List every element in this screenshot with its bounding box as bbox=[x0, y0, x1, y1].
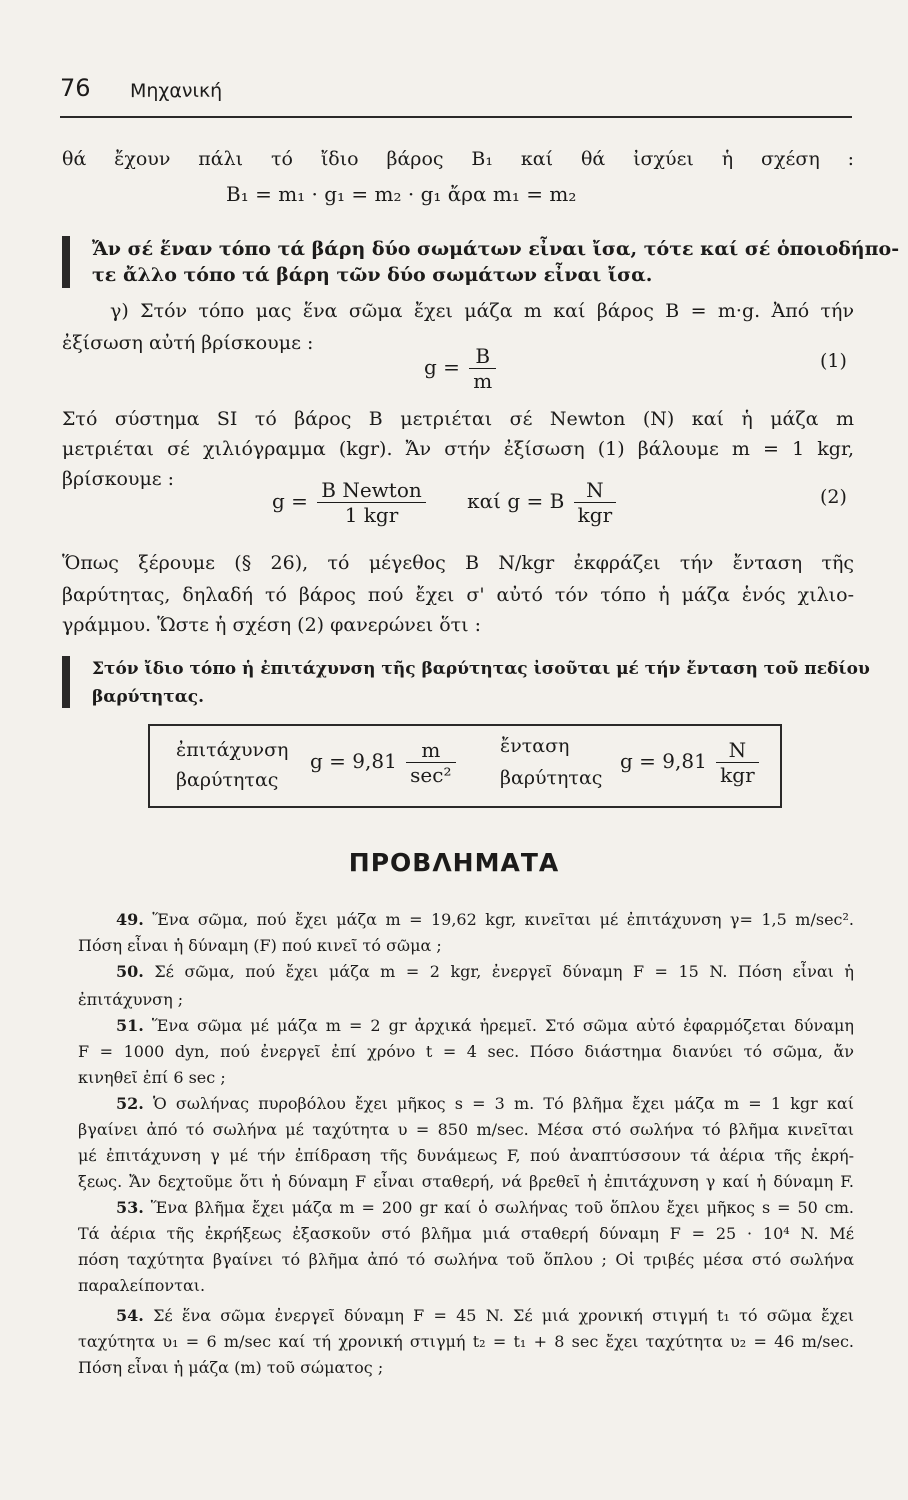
problem-52 bbox=[116, 1092, 854, 1116]
box-formula-lhs: g = 9,81 bbox=[620, 749, 707, 773]
body-line: γ) Στόν τόπο μας ἕνα σῶμα ἔχει μάζα m καί βάρος Β = m·g. Ἀπό τήν bbox=[110, 300, 854, 322]
problem-text: ταχύτητα υ₁ = 6 m/sec καί τή χρονική στιγμή t₂ = t₁ + 8 sec ἔχει ταχύτητα υ₂ = 46 m/sec. bbox=[78, 1332, 855, 1351]
fraction bbox=[317, 478, 425, 527]
problem-number: 52. bbox=[116, 1094, 144, 1113]
page-header bbox=[60, 74, 852, 114]
problem-text: F = 1000 dyn, πού ἐνεργεῖ ἐπί χρόνο t = 4 sec. Πόσο διάστημα διανύει τό σῶμα, ἄν bbox=[78, 1042, 854, 1061]
problem-text: βγαίνει ἀπό τό σωλήνα μέ ταχύτητα υ = 850 m/sec. Μέσα στό σωλήνα τό βλῆμα κινεῖται bbox=[78, 1120, 854, 1139]
problem-text: Πόση εἶναι ἡ μάζα (m) τοῦ σώματος ; bbox=[78, 1358, 384, 1377]
problem-text: πόση ταχύτητα βγαίνει τό βλῆμα ἀπό τό σωλήνα τοῦ ὅπλου ; Οἱ τριβές μέσα στό σωλήνα bbox=[78, 1250, 854, 1269]
equation-1 bbox=[424, 344, 499, 393]
fraction bbox=[406, 738, 455, 787]
problem-number: 50. bbox=[116, 962, 144, 981]
problem-text: Ὁ σωλήνας πυροβόλου ἔχει μῆκος s = 3 m. Τό βλῆμα ἔχει μάζα m = 1 kgr καί bbox=[153, 1094, 855, 1113]
problem-49 bbox=[116, 908, 854, 932]
problem-text: Πόση εἶναι ἡ δύναμη (F) πού κινεῖ τό σῶμα ; bbox=[78, 936, 442, 955]
problem-text: Τά ἀέρια τῆς ἐκρήξεως ἐξασκοῦν στό βλῆμα μιά σταθερή δύναμη F = 25 · 10⁴ N. Μέ bbox=[78, 1224, 854, 1243]
fraction bbox=[716, 738, 758, 787]
box-formula-lhs: g = 9,81 bbox=[310, 749, 397, 773]
page-number: 76 bbox=[60, 74, 91, 102]
equation-number: (2) bbox=[820, 486, 847, 508]
problem-text: ξεως. Ἄν δεχτοῦμε ὅτι ἡ δύναμη F εἶναι σταθερή, νά βρεθεῖ ἡ ἐπιτάχυνση γ καί ἡ δύναμη F. bbox=[78, 1172, 854, 1191]
equation-mass-equality: Β₁ = m₁ · g₁ = m₂ · g₁ ἄρα m₁ = m₂ bbox=[226, 182, 577, 206]
equation-2 bbox=[272, 478, 619, 527]
problem-text: κινηθεῖ ἐπί 6 sec ; bbox=[78, 1068, 226, 1087]
section-title: ΠΡΟΒΛΗΜΑΤΑ bbox=[348, 848, 560, 877]
fraction-numerator: Β Newton bbox=[317, 478, 425, 503]
problem-text: μέ ἐπιτάχυνση γ μέ τήν ἐπίδραση τῆς δυνάμεως F, πού ἀναπτύσσουν τά ἀέρια τῆς ἐκρή- bbox=[78, 1146, 854, 1165]
body-line: θά ἔχουν πάλι τό ἴδιο βάρος Β₁ καί θά ἰσχύει ἡ σχέση : bbox=[62, 148, 854, 170]
problem-50 bbox=[116, 960, 854, 984]
box-label: ἔνταση bbox=[500, 735, 570, 757]
problem-text: Σέ σῶμα, πού ἔχει μάζα m = 2 kgr, ἐνεργεῖ δύναμη F = 15 N. Πόση εἶναι ἡ bbox=[154, 962, 854, 981]
fraction-denominator: kgr bbox=[577, 503, 613, 527]
fraction bbox=[469, 344, 496, 393]
problem-text: παραλείπονται. bbox=[78, 1276, 206, 1295]
fraction-denominator: 1 kgr bbox=[344, 503, 399, 527]
formula-box bbox=[148, 724, 782, 808]
body-line: γράμμου. Ὥστε ἡ σχέση (2) φανερώνει ὅτι : bbox=[62, 614, 482, 636]
equation-lhs: g = bbox=[424, 355, 460, 379]
box-label: βαρύτητας bbox=[500, 767, 603, 789]
problem-number: 54. bbox=[116, 1306, 144, 1325]
running-head: Μηχανική bbox=[130, 80, 223, 102]
problem-number: 53. bbox=[116, 1198, 144, 1217]
problem-51 bbox=[116, 1014, 854, 1038]
equation-middle: καί g = Β bbox=[467, 489, 565, 513]
box-label: ἐπιτάχυνση bbox=[176, 739, 289, 761]
fraction bbox=[574, 478, 616, 527]
fraction-denominator: sec² bbox=[410, 763, 452, 787]
rule-statement-line: Στόν ἴδιο τόπο ἡ ἐπιτάχυνση τῆς βαρύτητας ἰσοῦται μέ τήν ἔνταση τοῦ πεδίου bbox=[92, 659, 870, 679]
fraction-numerator: m bbox=[406, 738, 455, 763]
rule-marker-bar bbox=[62, 656, 70, 708]
problem-53 bbox=[116, 1196, 854, 1220]
box-label: βαρύτητας bbox=[176, 769, 279, 791]
body-line: Ὅπως ξέρουμε (§ 26), τό μέγεθος Β N/kgr ἐκφράζει τήν ἔνταση τῆς bbox=[62, 552, 854, 574]
fraction-denominator: kgr bbox=[720, 763, 755, 787]
body-line: Στό σύστημα SI τό βάρος Β μετριέται σέ Newton (N) καί ἡ μάζα m bbox=[62, 408, 854, 430]
fraction-numerator: N bbox=[574, 478, 616, 503]
header-rule bbox=[60, 116, 852, 118]
problem-text: Ἕνα σῶμα μέ μάζα m = 2 gr ἀρχικά ἠρεμεῖ. Στό σῶμα αὐτό ἐφαρμόζεται δύναμη bbox=[151, 1016, 854, 1035]
rule-statement-line: βαρύτητας. bbox=[92, 687, 205, 707]
rule-marker-bar bbox=[62, 236, 70, 288]
problem-text: Ἕνα βλῆμα ἔχει μάζα m = 200 gr καί ὁ σωλήνας τοῦ ὅπλου ἔχει μῆκος s = 50 cm. bbox=[150, 1198, 854, 1217]
rule-statement-line: Ἄν σέ ἕναν τόπο τά βάρη δύο σωμάτων εἶναι ἴσα, τότε καί σέ ὁποιοδήπο- bbox=[92, 238, 900, 260]
fraction-numerator: N bbox=[716, 738, 758, 763]
body-line: βαρύτητας, δηλαδή τό βάρος πού ἔχει σ' αὐτό τόν τόπο ἡ μάζα ἑνός χιλιο- bbox=[62, 584, 854, 606]
box-formula-field-intensity bbox=[620, 738, 762, 787]
problem-text: ἐπιτάχυνση ; bbox=[78, 990, 184, 1009]
fraction-denominator: m bbox=[473, 369, 493, 393]
rule-statement-line: τε ἄλλο τόπο τά βάρη τῶν δύο σωμάτων εἶναι ἴσα. bbox=[92, 264, 653, 286]
problem-number: 51. bbox=[116, 1016, 144, 1035]
body-line: βρίσκουμε : bbox=[62, 468, 175, 490]
equation-number: (1) bbox=[820, 350, 847, 372]
equation-lhs: g = bbox=[272, 489, 308, 513]
problem-text: Σέ ἕνα σῶμα ἐνεργεῖ δύναμη F = 45 N. Σέ μιά χρονική στιγμή t₁ τό σῶμα ἔχει bbox=[153, 1306, 854, 1325]
problem-text: Ἕνα σῶμα, πού ἔχει μάζα m = 19,62 kgr, κινεῖται μέ ἐπιτάχυνση γ= 1,5 m/sec². bbox=[152, 910, 854, 929]
fraction-numerator: Β bbox=[469, 344, 496, 369]
body-line: μετριέται σέ χιλιόγραμμα (kgr). Ἄν στήν ἐξίσωση (1) βάλουμε m = 1 kgr, bbox=[62, 438, 854, 460]
box-formula-acceleration bbox=[310, 738, 459, 787]
problem-number: 49. bbox=[116, 910, 144, 929]
body-line: ἐξίσωση αὐτή βρίσκουμε : bbox=[62, 332, 314, 354]
problem-54 bbox=[116, 1304, 854, 1328]
